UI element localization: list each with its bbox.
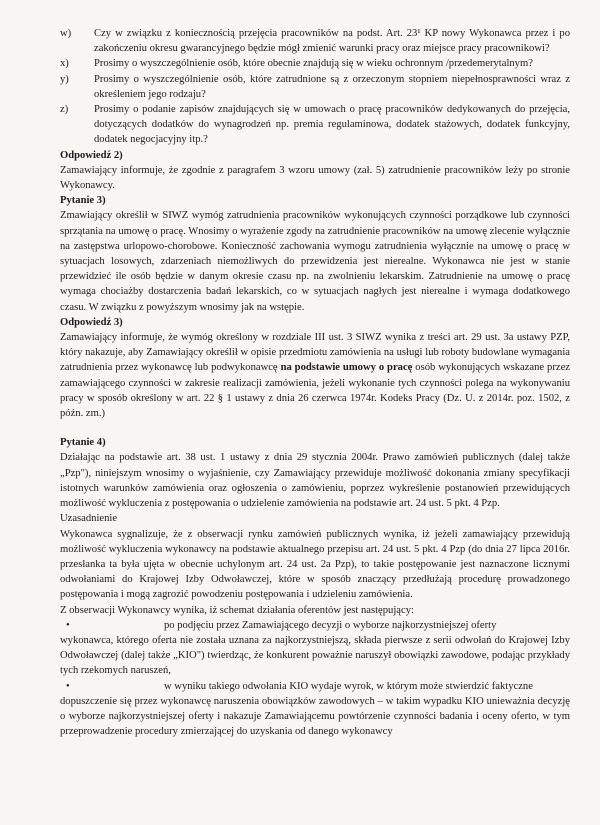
- section-gap: [60, 421, 570, 435]
- list-item: [60, 26, 570, 56]
- list-text: Prosimy o wyszczególnienie osób, które obecnie znajdują się w wieku ochronnym /przedemerytalnym?: [94, 58, 533, 70]
- justification-heading: Uzasadnienie: [60, 513, 118, 525]
- answer-3-text-bold: na podstawie umowy o pracę: [280, 362, 413, 374]
- bullet-text-first: po podjęciu przez Zamawiającego decyzji o wyborze najkorzystniejszej oferty: [164, 619, 497, 631]
- observation-text: Z obserwacji Wykonawcy wynika, iż schemat działania oferentów jest następujący:: [60, 604, 414, 616]
- bullet-text-rest: wykonawca, którego oferta nie została uznana za najkorzystniejszą, składa pierwsze z serii odwołań do Krajowej Izby Odwoławczej (dalej także „KIO") twierdząc, że konkurent poważnie naruszył obowiązki zawodowe, podając przykłady tych rzekomych naruszeń,: [60, 634, 570, 677]
- bullet-first-line: [60, 618, 570, 633]
- answer-2-heading: Odpowiedź 2): [60, 149, 123, 161]
- question-4-heading: Pytanie 4): [60, 437, 106, 449]
- bullet-text-rest: dopuszczenie się przez wykonawcę naruszenia obowiązków zawodowych – w takim wypadku KIO unieważnia decyzję o wyborze najkorzystniejszej oferty i nakazuje Zamawiającemu powtórzenie czynności badania i oceny oferto, w tym przeprowadzenie procedury zmierzającej do uzyskania od danego wykonawcy: [60, 695, 570, 738]
- list-label: z): [60, 104, 69, 116]
- question-list: [60, 26, 570, 148]
- list-text: Prosimy o wyszczególnienie osób, które zatrudnione są z orzeczonym stopniem niepełnosprawności wraz z określeniem jego rodzaju?: [94, 73, 570, 100]
- answer-3-heading: Odpowiedź 3): [60, 316, 123, 328]
- list-text: Prosimy o podanie zapisów znajdujących się w umowach o pracę pracowników dedykowanych do przejęcia, dotyczących dodatków do wynagrodzeń np. premia regulaminowa, dodatek stażowych, dodatek funkcyjny, dodatek negocjacyjny itp.?: [94, 104, 570, 146]
- list-label: x): [60, 58, 69, 70]
- justification-text: Wykonawca sygnalizuje, że z obserwacji rynku zamówień publicznych wynika, iż jeżeli zamawiający przewidują możliwość wykluczenia wykonawcy na podstawie aktualnego przepisu art. 24 ust. 5 pkt. 4 Pzp (do dnia 27 lipca 2016r. przesłanka ta była ujęta w obecnie uchylonym art. 24 ust. 2a Pzp), to takie postępowanie jest naznaczone licznymi odwołaniami do Krajowej Izby Odwoławczej, które w sposób znaczący przedłużają procedurę prowadzonego postępowania i mogą zagrozić powodzeniu postępowania i udzieleniu zamówienia.: [60, 528, 570, 601]
- question-3-text: Zmawiający określił w SIWZ wymóg zatrudnienia pracowników wykonujących czynności porządkowe lub czynności sprzątania na umowę o pracę. Wnosimy o wyrażenie zgody na zatrudnienie pracowników na umowę zlecenie wyłącznie na zastępstwa urlopowo-chorobowe. Konieczność zachowania wymogu zatrudnienia wyłącznie na umowę o pracę w sytuacjach losowych, zdarzeniach niemożliwych do przewidzenia jest nierealne. Wykonawca nie jest w stanie przewidzieć ile osób będzie w danym okresie czasu np. na zwolnieniu lekarskim. Zatrudnienie na umowę o pracę wymaga chociażby dostarczenia badań lekarskich, co w sytuacjach nagłych jest nierealne i wymaga dodatkowego czasu. W związku z powyższym wnosimy jak na wstępie.: [60, 210, 570, 313]
- answer-2-text: Zamawiający informuje, że zgodnie z paragrafem 3 wzoru umowy (zał. 5) zatrudnienie pracowników leży po stronie Wykonawcy.: [60, 164, 570, 192]
- question-4-text: Działając na podstawie art. 38 ust. 1 ustawy z dnia 29 stycznia 2004r. Prawo zamówień publicznych (dalej także „Pzp"), niniejszym wnosimy o wyjaśnienie, czy Zamawiający przewiduje możliwość dokonania zmiany specyfikacji istotnych warunków zamówienia oraz ogłoszenia o zamówieniu, poprzez wykreślenie postanowień przewidujących możliwość wykluczenia z postępowania o udzielenie zamówienia na podstawie art. 24 ust. 5 pkt. 4 Pzp.: [60, 452, 570, 510]
- question-3-heading: Pytanie 3): [60, 195, 106, 207]
- list-item: [60, 102, 570, 148]
- list-label: y): [60, 73, 69, 85]
- answer-3-text-before: Zamawiający informuje, że wymóg określony w rozdziale III ust. 3 SIWZ wynika z treści art. 29 ust. 3a ustawy PZP, który nakazuje, aby Zamawiający określił w opisie przedmiotu zamówienia na usługi lub roboty budowlane wymagania zatrudnienia przez wykonawcę lub podwykonawcę: [60, 332, 570, 374]
- list-label: w): [60, 28, 72, 39]
- bullet-icon: •: [66, 619, 70, 631]
- bullet-icon: •: [66, 680, 70, 692]
- list-text: Czy w związku z koniecznością przejęcia pracowników na podst. Art. 23¹ KP nowy Wykonawca przez i po zakończeniu okresu gwarancyjnego będzie mógł zmienić warunki pracy oraz miejsce pracy pracownikowi?: [94, 28, 570, 55]
- list-item: [60, 72, 570, 102]
- answer-3-text: [60, 330, 570, 421]
- bullet-text-first: w wyniku takiego odwołania KIO wydaje wyrok, w którym może stwierdzić faktyczne: [164, 680, 533, 692]
- answer-3-text-after: osób wykonujących wskazane przez zamawiającego czynności w zakresie realizacji zamówienia, jeżeli wykonanie tych czynności polega na wykonywaniu pracy w sposób określony w art. 22 § 1 ustawy z dnia 26 czerwca 1974r. Kodeks Pracy (Dz. U. z 2014r. poz. 1502, z późn. zm.): [60, 362, 570, 420]
- bullet-first-line: [60, 679, 570, 694]
- list-item: [60, 56, 570, 71]
